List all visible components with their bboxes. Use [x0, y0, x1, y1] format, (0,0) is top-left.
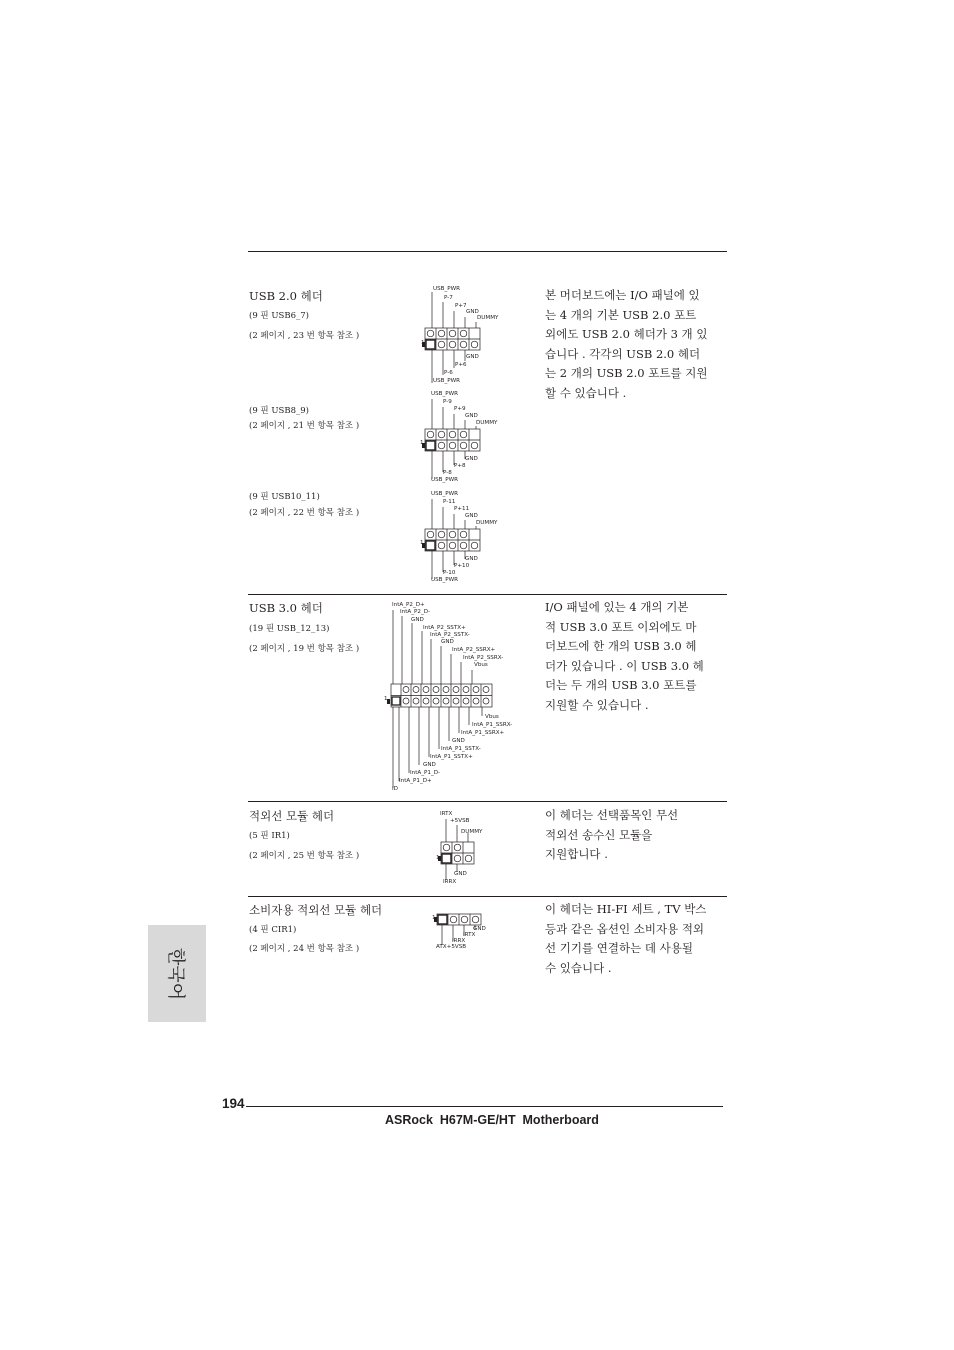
usb20-c-ref: (2 페이지 , 22 번 항목 참조 ): [249, 508, 360, 518]
usb20-b-label: DUMMY: [476, 420, 498, 426]
ir-pin1: 1: [436, 855, 440, 861]
ir-description: [545, 806, 731, 865]
usb20-b-label: P+8: [454, 463, 466, 469]
ir-title: 적외선 모듈 헤더: [249, 809, 335, 823]
cir-label: IRTX: [463, 932, 476, 938]
usb30-label: IntA_P1_SSTX+: [430, 754, 473, 760]
ir-ref: (2 페이지 , 25 번 항목 참조 ): [249, 851, 360, 861]
usb20-c-label: USB_PWR: [431, 491, 459, 497]
usb30-label: GND: [411, 617, 424, 623]
usb20-c-label: DUMMY: [476, 520, 498, 526]
cir-label: IRRX: [452, 938, 466, 944]
usb20-a-pin-diagram: [420, 284, 510, 388]
usb20-b-pins: (9 핀 USB8_9): [249, 406, 309, 416]
usb30-pin1: 1: [384, 696, 388, 702]
usb30-label: IntA_P1_D-: [410, 770, 441, 776]
cir-pin1: 1: [432, 915, 436, 921]
desc-line: 더는 두 개의 USB 3.0 포트를: [545, 678, 697, 692]
usb20-c-label: GND: [465, 513, 478, 519]
desc-line: I/O 패널에 있는 4 개의 기본: [545, 600, 689, 614]
usb30-label: Vbus: [485, 714, 499, 720]
usb30-description: [545, 598, 731, 715]
desc-line: 수 있습니다 .: [545, 960, 612, 975]
cir-pins: (4 핀 CIR1): [249, 925, 297, 935]
desc-line: 본 머더보드에는 I/O 패널에 있: [545, 288, 700, 302]
usb30-label: IntA_P1_SSTX-: [441, 746, 481, 752]
cir-description: [545, 900, 731, 978]
desc-line: 더가 있습니다 . 이 USB 3.0 헤: [545, 658, 704, 673]
desc-line: 등과 같은 옵션인 소비자용 적외: [545, 921, 705, 936]
usb20-a-label: P+7: [455, 303, 467, 309]
ir-label: IRTX: [440, 811, 453, 817]
ir-label: +5VSB: [450, 818, 470, 824]
usb20-b-label: P-9: [443, 399, 452, 405]
usb20-c-label: P-11: [443, 499, 456, 505]
desc-line: 선 기기를 연결하는 데 사용될: [545, 941, 693, 955]
usb30-label: IntA_P2_D+: [392, 602, 425, 608]
usb20-description: [545, 286, 731, 403]
usb30-label: Vbus: [474, 662, 488, 668]
usb20-b-label: GND: [465, 413, 478, 419]
section-rule: [248, 896, 727, 897]
cir-label: GND: [473, 926, 486, 932]
desc-line: 외에도 USB 2.0 헤더가 3 개 있: [545, 327, 708, 341]
usb30-label: IntA_P1_D+: [399, 778, 432, 784]
usb30-label: IntA_P2_SSTX+: [423, 625, 466, 631]
section-rule: [248, 594, 727, 595]
usb20-b-label: USB_PWR: [431, 477, 459, 483]
usb30-label: IntA_P2_D-: [400, 609, 431, 615]
usb20-title: USB 2.0 헤더: [249, 289, 323, 303]
desc-line: 는 4 개의 기본 USB 2.0 포트: [545, 307, 697, 322]
usb20-b-ref: (2 페이지 , 21 번 항목 참조 ): [249, 421, 360, 431]
usb20-c-pins: (9 핀 USB10_11): [249, 492, 320, 502]
usb20-a-label: USB_PWR: [433, 378, 461, 384]
desc-line: 더보드에 한 개의 USB 3.0 헤: [545, 639, 697, 653]
usb30-label: IntA_P2_SSRX-: [463, 655, 504, 661]
desc-line: 이 헤더는 HI-FI 세트 , TV 박스: [545, 902, 707, 916]
usb20-c-label: P+11: [454, 506, 470, 512]
usb30-pins: (19 핀 USB_12_13): [249, 624, 330, 634]
usb20-a-label: P-6: [444, 370, 453, 376]
usb30-ref: (2 페이지 , 19 번 항목 참조 ): [249, 644, 360, 654]
usb20-b-label: USB_PWR: [431, 391, 459, 397]
usb30-label: GND: [441, 639, 454, 645]
usb30-label: IntA_P1_SSRX+: [461, 730, 505, 736]
usb20-c-label: P-10: [443, 570, 456, 576]
desc-line: 지원할 수 있습니다 .: [545, 697, 649, 712]
usb20-a-ref: (2 페이지 , 23 번 항목 참조 ): [249, 331, 360, 341]
top-rule: [248, 251, 727, 252]
desc-line: 적외선 송수신 모듈을: [545, 827, 653, 842]
usb30-label: IntA_P2_SSTX-: [430, 632, 470, 638]
cir-title: 소비자용 적외선 모듈 헤더: [249, 903, 383, 917]
desc-line: 습니다 . 각각의 USB 2.0 헤더: [545, 346, 701, 361]
desc-line: 이 헤더는 선택품목인 무선: [545, 808, 679, 822]
ir-label: DUMMY: [461, 829, 483, 835]
desc-line: 는 2 개의 USB 2.0 포트를 지원: [545, 366, 708, 380]
usb30-label: IntA_P1_SSRX-: [472, 722, 513, 728]
usb20-b-label: GND: [465, 456, 478, 462]
usb30-title: USB 3.0 헤더: [249, 601, 323, 615]
usb30-label: ID: [392, 786, 398, 792]
language-side-tab: [148, 925, 206, 1022]
language-tab-label: 한국어: [165, 947, 186, 1000]
usb20-b-label: P-8: [443, 470, 452, 476]
usb20-a-label: GND: [466, 354, 479, 360]
usb30-label: GND: [423, 762, 436, 768]
footer-rule: [246, 1106, 723, 1107]
usb20-a-label: USB_PWR: [433, 286, 461, 292]
usb20-b-pin1: 1: [420, 440, 424, 446]
page-number: 194: [222, 1096, 245, 1111]
cir-label: ATX+5VSB: [436, 944, 467, 950]
usb20-c-label: P+10: [454, 563, 470, 569]
footer-title: ASRock H67M-GE/HT Motherboard: [385, 1113, 599, 1127]
usb20-c-label: USB_PWR: [431, 577, 459, 583]
usb20-a-label: P-7: [444, 295, 453, 301]
usb20-a-label: DUMMY: [477, 315, 499, 321]
desc-line: 할 수 있습니다 .: [545, 385, 627, 400]
desc-line: 지원합니다 .: [545, 847, 608, 861]
cir-ref: (2 페이지 , 24 번 항목 참조 ): [249, 944, 360, 954]
usb20-a-pin1: 1: [421, 340, 425, 346]
usb30-label: IntA_P2_SSRX+: [452, 647, 496, 653]
usb20-b-label: P+9: [454, 406, 466, 412]
usb20-a-label: P+6: [455, 362, 467, 368]
usb20-c-label: GND: [465, 556, 478, 562]
desc-line: 적 USB 3.0 포트 이외에도 마: [545, 619, 697, 634]
ir-pins: (5 핀 IR1): [249, 831, 290, 841]
usb20-a-pins: (9 핀 USB6_7): [249, 311, 309, 321]
ir-label: GND: [454, 871, 467, 877]
usb20-a-label: GND: [466, 309, 479, 315]
ir-label: IRRX: [443, 879, 457, 885]
usb20-c-pin1: 1: [420, 540, 424, 546]
usb30-label: GND: [452, 738, 465, 744]
section-rule: [248, 801, 727, 802]
